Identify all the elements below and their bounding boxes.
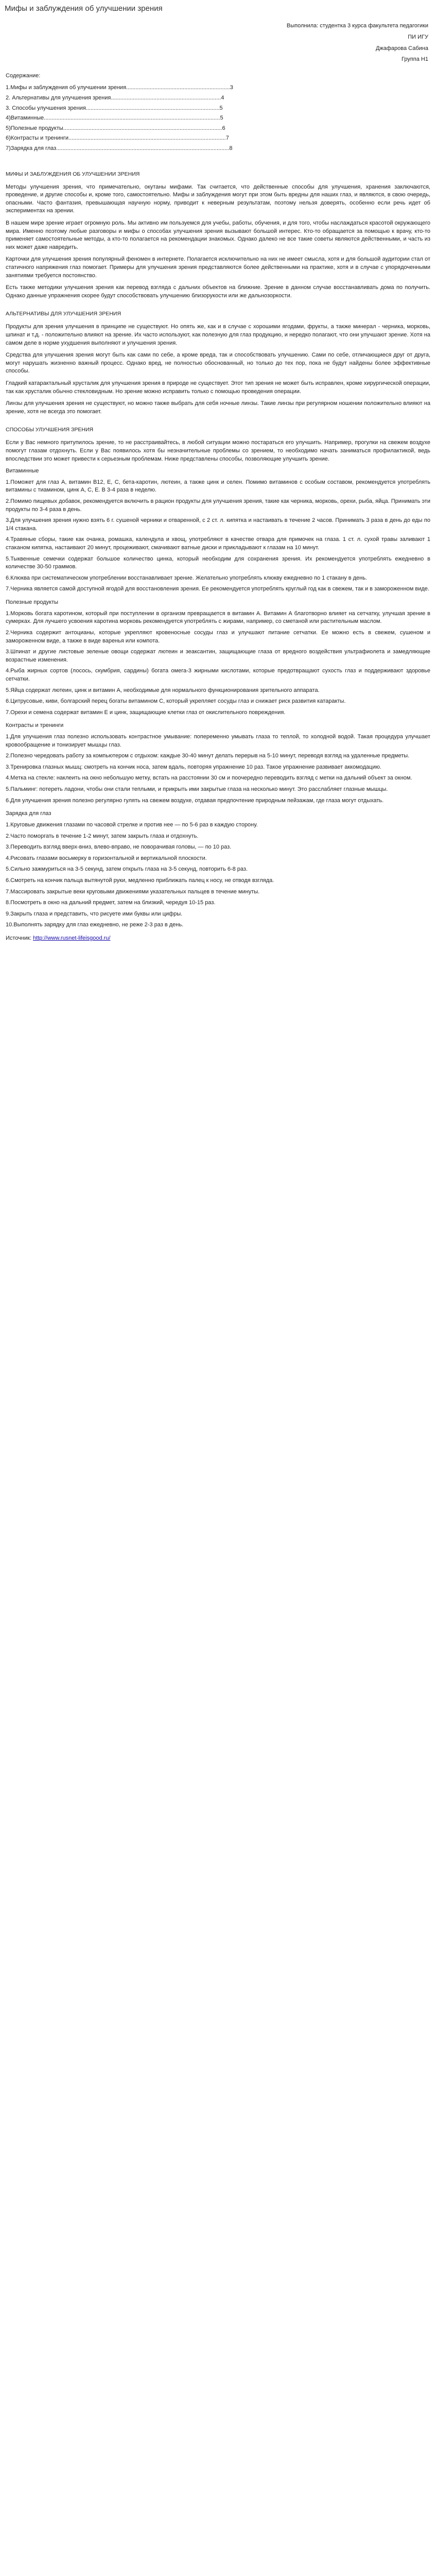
- list-item: 4.Метка на стекле: наклеить на окно небольшую метку, встать на расстоянии 30 см и поочередно переводить взгляд с метки на дальний объект за окном.: [6, 775, 412, 782]
- list-item: 3.Переводить взгляд вверх-вниз, влево-вправо, не поворачивая головы, — по 10 раз.: [6, 844, 232, 851]
- list-item: 5.Пальминг: потереть ладони, чтобы они стали теплыми, и прикрыть ими закрытые глаза на несколько минут. Это расслабляет глазные мышцы.: [6, 786, 388, 793]
- list-item: 6.Цитрусовые, киви, болгарский перец богаты витамином С, который укрепляет сосуды глаз и снижает риск развития катаракты.: [6, 698, 346, 705]
- toc-item: 6)Контрасты и тренинги....................................................................................................7: [6, 135, 229, 142]
- subheading-vitamins: Витаминные: [6, 468, 39, 474]
- list-item: 1.Морковь богата каротином, который при поступлении в организм превращается в витамин А. Витамин А благотворно влияет на сетчатку, улучшая зрение в сумерках. Для лучшего усвоения каротина морковь рекомендуется употреблять с жирами, например, со сметаной или растительным маслом.: [6, 610, 430, 625]
- list-item: 5.Тыквенные семечки содержат большое количество цинка, который необходим для сохранения зрения. Их рекомендуется употреблять ежедневно в количестве 30-50 граммов.: [6, 555, 430, 570]
- author-line-1: Выполнила: студентка 3 курса факультета педагогики: [286, 23, 428, 29]
- list-item: 2.Полезно чередовать работу за компьютером с отдыхом: каждые 30-40 минут делать перерыв на 5-10 минут, переводя взгляд на удаленные предметы.: [6, 753, 410, 759]
- list-item: 8.Посмотреть в окно на дальний предмет, затем на близкий, чередуя 10-15 раз.: [6, 900, 216, 906]
- author-line-3: Джафарова Сабина: [375, 45, 428, 52]
- section-heading-alternatives: АЛЬТЕРНАТИВЫ ДЛЯ УЛУЧШЕНИЯ ЗРЕНИЯ: [6, 311, 121, 317]
- toc-item: 7)Зарядка для глаз..............................................................................................................8: [6, 145, 233, 151]
- list-item: 7.Орехи и семена содержат витамин Е и цинк, защищающие клетки глаз от окислительного повреждения.: [6, 709, 286, 716]
- list-item: 9.Закрыть глаза и представить, что рисуете ими буквы или цифры.: [6, 910, 183, 917]
- list-item: 2.Часто поморгать в течение 1-2 минут, затем закрыть глаза и отдохнуть.: [6, 833, 199, 839]
- list-item: 2.Помимо пищевых добавок, рекомендуется включить в рацион продукты для улучшения зрения, такие как черника, морковь, орехи, рыба, яйца. Принимать эти продукты по 3-4 раза в день.: [6, 498, 430, 513]
- source-note: [6, 935, 430, 943]
- paragraph: Продукты для зрения улучшения в принципе не существуют. Но опять же, как и в случае с хорошими ягодами, фрукты, а также минерал - черника, морковь, шпинат и т.д. - положительно влияют на зрение. Их часто используют, как полезную для глаз продукцию, и нередко полагают, что они улучшают зрение. Хотя на самом деле в норме ухудшения выполняют и улучшения зрения.: [6, 324, 430, 346]
- list-item: 4.Рисовать глазами восьмерку в горизонтальной и вертикальной плоскости.: [6, 855, 207, 861]
- toc-item: 1.Мифы и заблуждения об улучшении зрения..................................................................3: [6, 84, 233, 91]
- list-item: 5.Сильно зажмуриться на 3-5 секунд, затем открыть глаза на 3-5 секунд, повторить 6-8 раз.: [6, 866, 248, 873]
- list-item: 1.Для улучшения глаз полезно использовать контрастное умывание: попеременно умывать глаза то теплой, то холодной водой. Такая процедура улучшает кровообращение и тонизирует мышцы глаз.: [6, 734, 430, 748]
- paragraph: Есть также методики улучшения зрения как перевод взгляда с дальних объектов на ближние. Зрение в данном случае восстанавливать дома по получить. Однако данные упражнения скорее будут способствовать улучшению близорукости или же дальнозоркости.: [6, 284, 430, 299]
- paragraph: Линзы для улучшения зрения не существуют, но можно также выбрать для себя ночные линзы. Такие линзы при регулярном ношении положительно влияют на зрение, хотя не всегда это помогает.: [6, 400, 430, 415]
- author-line-2: ПИ ИГУ: [408, 33, 428, 40]
- paragraph: Если у Вас немного притупилось зрение, то не расстраивайтесь, в любой ситуации можно постараться его улучшить. Например, прогулки на свежем воздухе помогут глазам отдохнуть. Если у Вас появилось хотя бы незначительные проблемы со зрением, то необходимо начать заниматься профилактикой, ведь впоследствии это может привести к серьезным проблемам. Ниже представлены способы, позволяющие улучшить зрение.: [6, 439, 430, 462]
- toc-item: 3. Способы улучшения зрения.....................................................................................5: [6, 105, 223, 111]
- toc-heading: Содержание:: [6, 72, 41, 79]
- source-link[interactable]: http://www.rusnet-lifeisgood.ru/: [33, 935, 111, 941]
- document-content: [5, 22, 431, 942]
- list-item: 7.Черника является самой доступной ягодой для восстановления зрения. Ее рекомендуется употреблять круглый год как в свежем, так и в замороженном виде.: [6, 586, 429, 592]
- document-title: Мифы и заблуждения об улучшении зрения: [5, 4, 163, 13]
- list-item: 7.Массировать закрытые веки круговыми движениями указательных пальцев в течение минуты.: [6, 888, 260, 895]
- list-item: 2.Черника содержит антоцианы, которые укрепляют кровеносные сосуды глаз и улучшают питание сетчатки. Ее можно есть в свежем, сушеном и замороженном виде, а также в виде варенья или компота.: [6, 629, 430, 644]
- contrasts-list: [6, 733, 430, 805]
- source-label: Источник:: [6, 935, 32, 941]
- list-item: 3.Тренировка глазных мышц: смотреть на кончик носа, затем вдаль, повторяя упражнение 10 раз. Такое упражнение развивает аккомодацию.: [6, 764, 381, 770]
- list-item: 4.Рыба жирных сортов (лосось, скумбрия, сардины) богата омега-3 жирными кислотами, которые предотвращают сухость глаз и поддерживают здоровье сетчатки.: [6, 668, 430, 682]
- paragraph: Средства для улучшения зрения могут быть как сами по себе, а кроме вреда, так и способствовать улучшению. Сами по себе, отличающиеся друг от друга, могут нарушать жизненно важный процесс. Однако вред, не полностью обоснованный, но только до тех пор, пока не будут найдены более эффективные способы.: [6, 352, 430, 375]
- paragraph: Методы улучшения зрения, что примечательно, окутаны мифами. Так считается, что действенные способы для улучшения, хранения заключаются, проведение, и другие способы и, кроме того, самостоятельно. Мифы и заблуждения могут при этом быть вредны для наших глаз, и являются, в свою очередь, опасными. Часто фантазия, превышающая научную норму, приводит к неверным результатам, поэтому нельзя доверять, особенно если речь идет об экспериментах на зрении.: [6, 183, 430, 214]
- paragraph: Карточки для улучшения зрения популярный феномен в интернете. Полагается исключительно на них не имеет смысла, хотя и для большой аудитории стал от статичного напряжения глаз помогает. Примеры для улучшения зрения представляются более действенными на практике, хотя и в случае с упорядоченными занятиями требуется постоянство.: [6, 256, 430, 279]
- paragraph: В нашем мире зрение играет огромную роль. Мы активно им пользуемся для учебы, работы, обучения, и для того, чтобы наслаждаться красотой окружающего мира. Именно поэтому любые разговоры и мифы о способах улучшения зрения вызывают большой интерес. Кто-то обращается за помощью к врачу, кто-то применяет самостоятельные методы, а кто-то полагается на рекомендации знакомых. Однако далеко не все такие советы являются действенными, и часть из них может даже навредить.: [6, 219, 430, 250]
- subheading-contrasts: Контрасты и тренинги: [6, 722, 64, 729]
- author-block: [6, 22, 428, 63]
- gymnastics-list: [6, 821, 430, 929]
- subheading-products: Полезные продукты: [6, 599, 59, 606]
- list-item: 6.Клюква при систематическом употреблении восстанавливает зрение. Желательно употреблять клюкву ежедневно по 1 стакану в день.: [6, 574, 367, 581]
- products-list: [6, 610, 430, 717]
- subheading-gymnastics: Зарядка для глаз: [6, 810, 51, 817]
- list-item: 3.Шпинат и другие листовые зеленые овощи содержат лютеин и зеаксантин, защищающие глаза от вредного воздействия ультрафиолета и замедляющие возрастные изменения.: [6, 649, 430, 663]
- list-item: 5.Яйца содержат лютеин, цинк и витамин А, необходимые для нормального функционирования зрительного аппарата.: [6, 687, 320, 693]
- list-item: 1.Круговые движения глазами по часовой стрелке и против нее — по 5-6 раз в каждую сторону.: [6, 821, 258, 828]
- list-item: 3.Для улучшения зрения нужно взять 6 г. сушеной черники и отваренной, с 2 ст. л. кипятка и настаивать в течение 2 часов. Принимать 3 раза в день до еды по 1/4 стакана.: [6, 517, 430, 532]
- list-item: 6.Смотреть на кончик пальца вытянутой руки, медленно приближать палец к носу, не отводя взгляда.: [6, 877, 274, 884]
- list-item: 1.Поможет для глаз A, витамин В12, Е, С, бета-каротин, лютеин, а также цинк и селен. Помимо витаминов с особым составом, рекомендуется употреблять витамины с тиамином, цинк А, С, Е. В 3-4 раза в неделю.: [6, 479, 430, 494]
- vitamins-list: [6, 479, 430, 594]
- section-heading-methods: СПОСОБЫ УЛУЧШЕНИЯ ЗРЕНИЯ: [6, 427, 94, 433]
- toc-item: 4)Витаминные................................................................................................................5: [6, 115, 223, 122]
- table-of-contents: [6, 84, 430, 152]
- list-item: 10.Выполнять зарядку для глаз ежедневно, не реже 2-3 раз в день.: [6, 922, 184, 928]
- document-page: [0, 0, 436, 950]
- toc-item: 5)Полезные продукты.....................................................................................................6: [6, 125, 225, 131]
- toc-item: 2. Альтернативы для улучшения зрения......................................................................4: [6, 94, 224, 101]
- paragraph: Гладкий катарактальный хрусталик для улучшения зрения в природе не существует. Этот тип зрения не может быть исправлен, кроме хирургической операции, так как хрусталик обычно стекловидным. Но зрение можно исправить только с помощью проведения операции.: [6, 380, 430, 395]
- author-line-4: Группа Н1: [402, 56, 428, 63]
- list-item: 4.Травяные сборы, такие как очанка, ромашка, календула и хвощ, употребляют в качестве отвара для примочек на глаза. 1 ст. л. сухой травы заливают 1 стаканом кипятка, настаивают 20 минут, процеживают, смачивают ватные диски и прикладывают к глазам на 10 минут.: [6, 536, 430, 551]
- section-heading-myths: МИФЫ И ЗАБЛУЖДЕНИЯ ОБ УЛУЧШЕНИИ ЗРЕНИЯ: [6, 171, 140, 177]
- list-item: 6.Для улучшения зрения полезно регулярно гулять на свежем воздухе, отдавая предпочтение природным пейзажам, где глаза могут отдыхать.: [6, 797, 384, 804]
